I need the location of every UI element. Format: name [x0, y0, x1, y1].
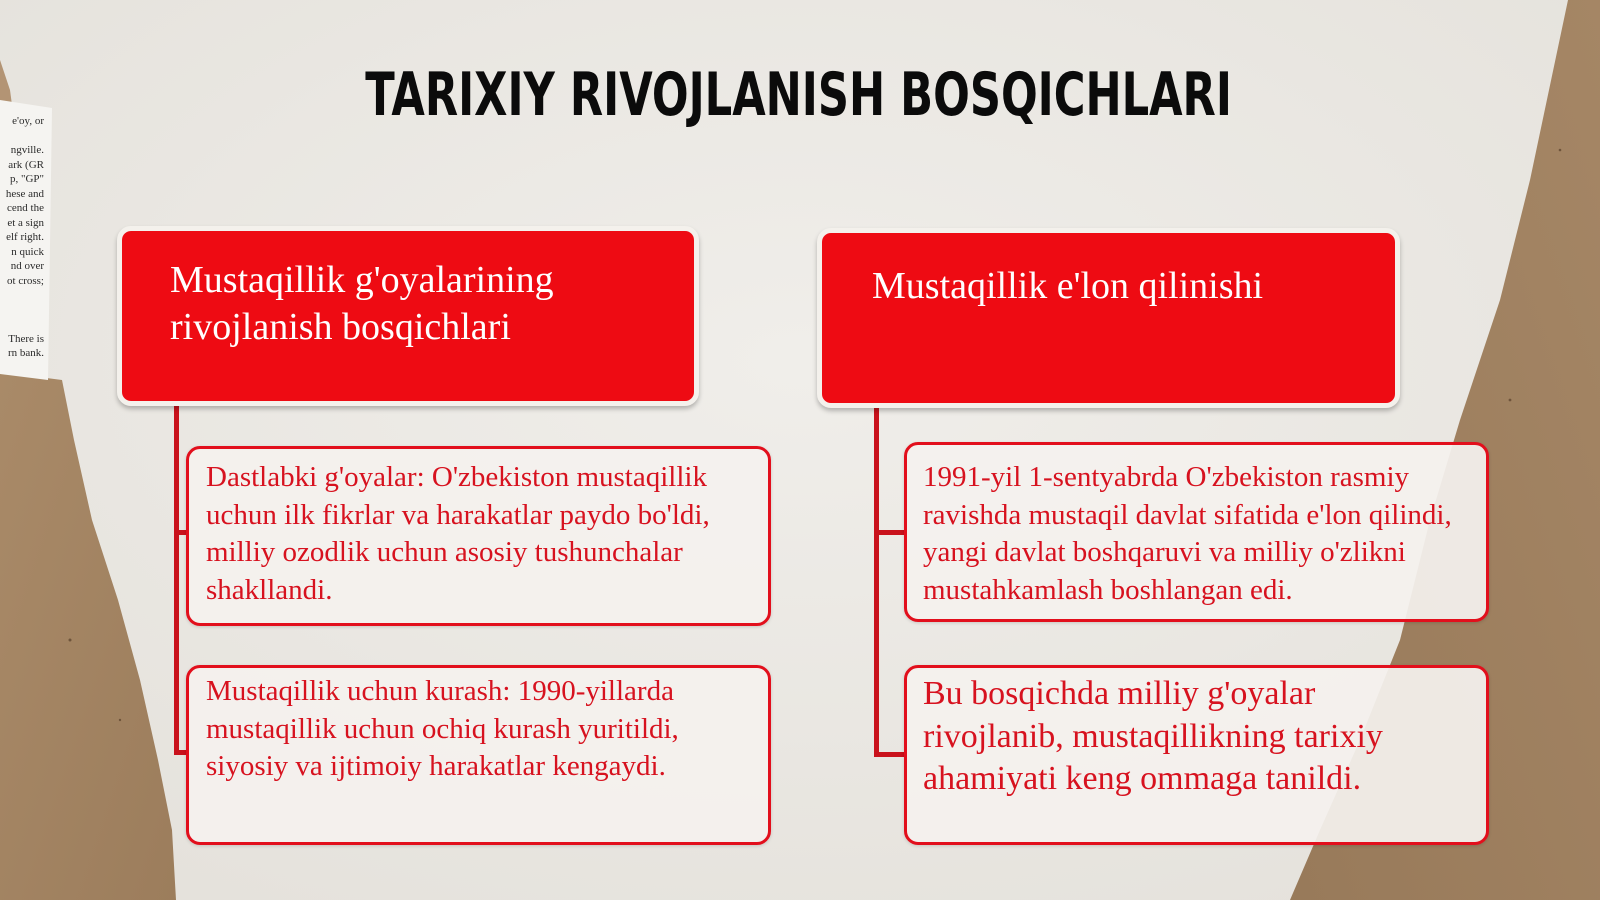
newspaper-line: ark (GR [8, 158, 44, 171]
newspaper-line: ngville. [10, 144, 44, 156]
connector-right-branch-2 [874, 752, 906, 757]
content-box-right-1 [904, 442, 1489, 622]
newspaper-line [0, 129, 44, 144]
newspaper-line: e'oy, or [12, 115, 44, 127]
content-text-left-1: Dastlabki g'oyalar: O'zbekiston mustaqillik uchun ilk fikrlar va harakatlar paydo bo'ldi, milliy ozodlik uchun asosiy tushunchalar shakllandi. [206, 461, 710, 606]
content-text-left-2: Mustaqillik uchun kurash: 1990-yillarda mustaqillik uchun ochiq kurash yuritildi, siyosiy va ijtimoiy harakatlar kengaydi. [206, 675, 679, 782]
newspaper-line: ot cross; [7, 274, 44, 287]
newspaper-line: n quick [11, 245, 44, 258]
header-box-left [117, 226, 699, 406]
newspaper-line [0, 317, 44, 332]
newspaper-line: et a sign [7, 216, 44, 229]
header-label-left: Mustaqillik g'oyalarining rivojlanish bosqichlari [170, 259, 554, 348]
content-box-left-2 [186, 665, 771, 845]
newspaper-line: cend the [7, 202, 44, 214]
newspaper-line: elf right. [6, 231, 44, 243]
content-text-right-2: Bu bosqichda milliy g'oyalar rivojlanib, mustaqillikning tarixiy ahamiyati keng ommaga tanildi. [923, 675, 1383, 797]
connector-right-branch-1 [874, 530, 906, 535]
newspaper-fragment [0, 114, 44, 384]
newspaper-line: rn bank. [7, 347, 44, 359]
newspaper-line: p, "GP" [9, 173, 44, 185]
connector-left-vertical [174, 400, 179, 755]
newspaper-line [0, 303, 44, 318]
connector-right-vertical [874, 405, 879, 757]
newspaper-line [0, 288, 44, 303]
header-label-right: Mustaqillik e'lon qilinishi [872, 265, 1264, 307]
page-title: TARIXIY RIVOJLANISH BOSQICHLARI [365, 60, 1232, 130]
content-box-right-2 [904, 665, 1489, 845]
newspaper-line: There is [8, 332, 44, 345]
content-box-left-1 [186, 446, 771, 626]
newspaper-line: nd over [10, 260, 44, 272]
content-text-right-1: 1991-yil 1-sentyabrda O'zbekiston rasmiy ravishda mustaqil davlat sifatida e'lon qilindi, yangi davlat boshqaruvi va milliy o'zlikni mustahkamlash boshlangan edi. [923, 461, 1452, 606]
header-box-right [817, 228, 1400, 408]
newspaper-line: hese and [5, 187, 44, 200]
